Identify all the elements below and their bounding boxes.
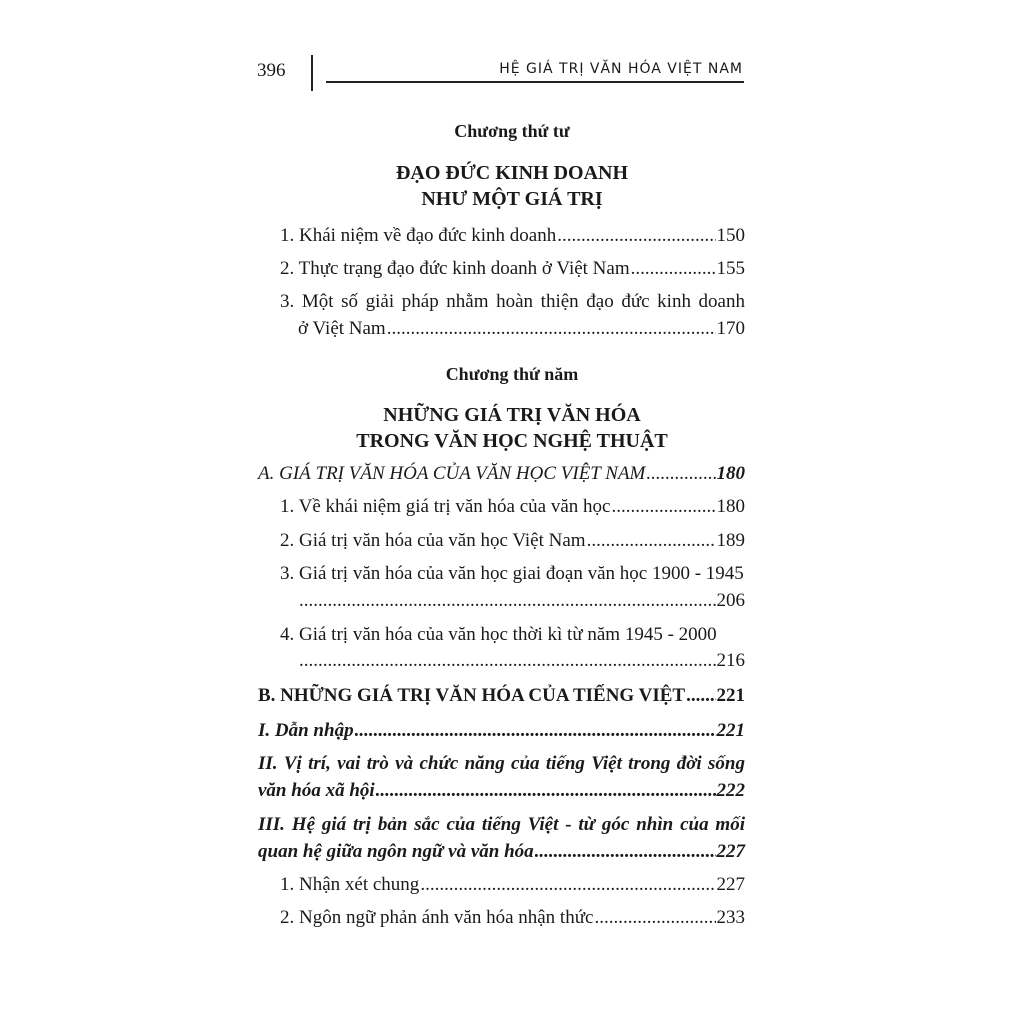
toc-leader-dots <box>299 650 716 672</box>
toc-entry-text-line1: II. Vị trí, vai trò và chức năng của tiếng Việt trong đời sống <box>258 753 745 774</box>
toc-entry <box>280 907 745 929</box>
toc-entry-text: B. NHỮNG GIÁ TRỊ VĂN HÓA CỦA TIẾNG VIỆT <box>258 685 686 706</box>
toc-entry <box>280 874 745 896</box>
toc-entry-text: 1. Nhận xét chung <box>280 874 420 895</box>
toc-entry-text: A. GIÁ TRỊ VĂN HÓA CỦA VĂN HỌC VIỆT NAM <box>258 463 646 484</box>
toc-entry <box>280 225 745 247</box>
chapter5-label: Chương thứ năm <box>445 364 579 384</box>
toc-entry-text: I. Dẫn nhập <box>258 720 354 741</box>
toc-entry <box>280 258 745 280</box>
toc-leader-dots <box>686 685 715 707</box>
toc-entry-page: 150 <box>716 225 745 246</box>
toc-entry-text: 2. Ngôn ngữ phản ánh văn hóa nhận thức <box>280 907 594 928</box>
toc-entry-page: 221 <box>716 720 745 741</box>
toc-entry-page: 180 <box>716 463 745 484</box>
toc-entry-page: 170 <box>716 318 745 339</box>
toc-entry <box>258 720 745 742</box>
chapter4-title-line1: ĐẠO ĐỨC KINH DOANH <box>395 162 629 184</box>
toc-entry-page: 227 <box>716 874 745 895</box>
toc-entry-page: 206 <box>716 590 745 611</box>
toc-entry-text: ở Việt Nam <box>298 318 386 339</box>
toc-leader-dots <box>387 318 716 340</box>
toc-leader-dots <box>611 496 715 518</box>
toc-leader-dots <box>587 530 716 552</box>
toc-entry <box>280 496 745 518</box>
toc-entry <box>298 590 745 612</box>
toc-entry-page: 227 <box>716 841 745 862</box>
toc-entry <box>298 318 745 340</box>
toc-entry-text: 2. Thực trạng đạo đức kinh doanh ở Việt Nam <box>280 258 630 279</box>
toc-entry-page: 222 <box>716 780 745 801</box>
toc-entry-text: 1. Về khái niệm giá trị văn hóa của văn học <box>280 496 611 517</box>
toc-section-b <box>258 685 745 707</box>
running-header-title: HỆ GIÁ TRỊ VĂN HÓA VIỆT NAM <box>499 61 743 77</box>
toc-entry-text: 1. Khái niệm về đạo đức kinh doanh <box>280 225 557 246</box>
toc-leader-dots <box>631 258 716 280</box>
toc-entry-text-line1: 3. Một số giải pháp nhằm hoàn thiện đạo đức kinh doanh <box>280 291 745 312</box>
toc-entry <box>258 841 745 863</box>
toc-leader-dots <box>535 841 716 863</box>
toc-leader-dots <box>420 874 715 896</box>
toc-entry-page: 180 <box>716 496 745 517</box>
toc-leader-dots <box>557 225 715 247</box>
toc-entry-page: 216 <box>716 650 745 671</box>
toc-leader-dots <box>376 780 716 802</box>
toc-section-a <box>258 463 745 485</box>
toc-entry-text: quan hệ giữa ngôn ngữ và văn hóa <box>258 841 534 862</box>
toc-leader-dots <box>646 463 715 485</box>
toc-leader-dots <box>594 907 715 929</box>
toc-leader-dots <box>299 590 716 612</box>
toc-entry-text: văn hóa xã hội <box>258 780 375 801</box>
toc-entry-page: 189 <box>716 530 745 551</box>
toc-entry-text-line1: 4. Giá trị văn hóa của văn học thời kì từ năm 1945 - 2000 <box>280 624 717 645</box>
toc-leader-dots <box>355 720 716 742</box>
toc-entry-page: 221 <box>716 685 745 706</box>
header-rule <box>326 81 744 83</box>
chapter4-title-line2: NHƯ MỘT GIÁ TRỊ <box>421 188 603 210</box>
chapter4-label: Chương thứ tư <box>454 121 570 141</box>
header-divider-vertical <box>311 55 313 91</box>
toc-entry <box>298 650 745 672</box>
toc-entry-page: 233 <box>716 907 745 928</box>
page-number: 396 <box>257 60 286 81</box>
toc-entry-text-line1: III. Hệ giá trị bản sắc của tiếng Việt - từ góc nhìn của mối <box>258 814 745 835</box>
chapter5-title-line1: NHỮNG GIÁ TRỊ VĂN HÓA <box>383 404 641 426</box>
chapter5-title-line2: TRONG VĂN HỌC NGHỆ THUẬT <box>356 430 668 452</box>
toc-entry <box>280 530 745 552</box>
toc-entry-page: 155 <box>716 258 745 279</box>
toc-entry-text: 2. Giá trị văn hóa của văn học Việt Nam <box>280 530 586 551</box>
toc-entry-text-line1: 3. Giá trị văn hóa của văn học giai đoạn văn học 1900 - 1945 <box>280 563 744 584</box>
toc-entry <box>258 780 745 802</box>
